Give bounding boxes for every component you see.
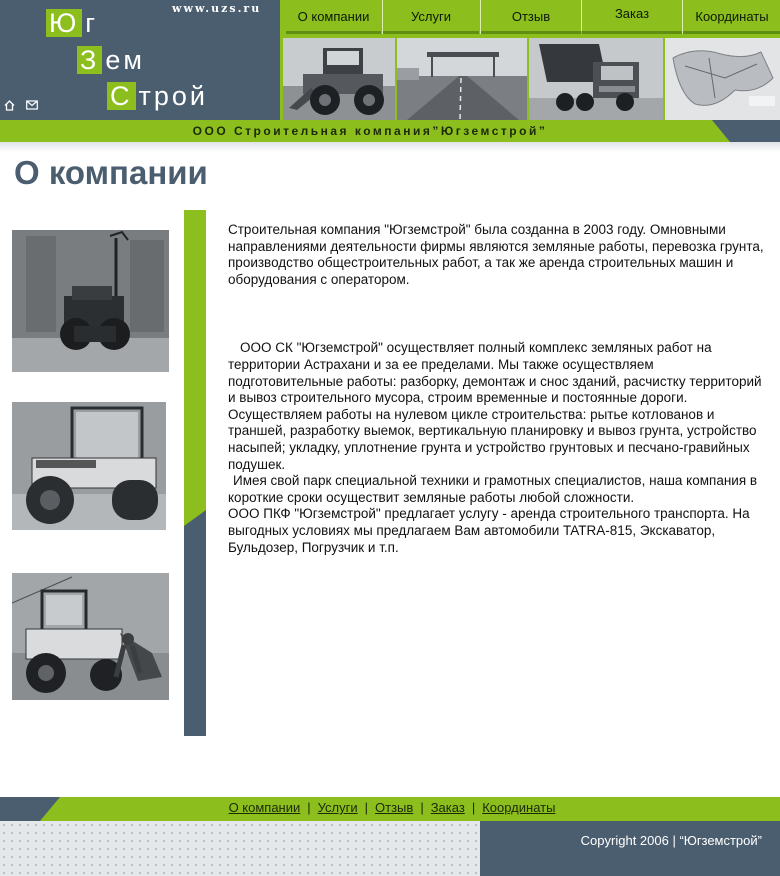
photo-loader bbox=[283, 38, 395, 120]
photo-highway bbox=[397, 38, 527, 120]
site-url: www.uzs.ru bbox=[172, 2, 262, 15]
mail-icon[interactable] bbox=[26, 100, 38, 112]
footer-nav bbox=[0, 797, 780, 821]
photo-backhoe-loader bbox=[12, 573, 169, 700]
nav-tab-underline bbox=[481, 31, 581, 34]
slogan-bar bbox=[0, 120, 780, 142]
logo-line-3[interactable] bbox=[107, 82, 208, 110]
nav-item-label: Заказ bbox=[614, 6, 650, 21]
photo-dump-truck bbox=[529, 38, 663, 120]
about-paragraph: Строительная компания "Югземстрой" была созданна в 2003 году. Омновными направлениями деятельности фирмы являются земляные работы, перевозка грунта, производство общестроительных работ, а так же аренда строительных машин и оборудования с оператором. bbox=[228, 222, 764, 287]
about-content bbox=[228, 222, 768, 556]
site-header bbox=[0, 0, 780, 142]
footer-dot-pattern bbox=[0, 821, 480, 876]
nav-item-label: Координаты bbox=[695, 9, 769, 24]
footer-base bbox=[0, 821, 780, 876]
footer-separator: | bbox=[364, 800, 369, 815]
nav-item-services[interactable] bbox=[382, 0, 479, 34]
logo-rest: г bbox=[85, 8, 99, 38]
nav-item-about[interactable] bbox=[286, 0, 381, 34]
footer-separator: | bbox=[307, 800, 311, 815]
logo-line-1[interactable] bbox=[46, 9, 98, 37]
home-icon[interactable] bbox=[4, 100, 16, 112]
footer-link-services[interactable]: Услуги bbox=[317, 800, 358, 815]
nav-tab-underline bbox=[582, 31, 682, 34]
logo-line-2[interactable] bbox=[77, 46, 145, 74]
nav-tab-underline bbox=[286, 31, 381, 34]
side-accent-green bbox=[184, 210, 206, 526]
footer-separator: | bbox=[420, 800, 424, 815]
footer-link-reviews[interactable]: Отзыв bbox=[375, 800, 414, 815]
about-paragraph: ООО ПКФ "Югземстрой" предлагает услугу - аренда строительного транспорта. На выгодных условиях мы предлагаем Вам автомобили TATRA-815, Экскаватор, Бульдозер, Погрузчик и т.п. bbox=[228, 506, 750, 555]
side-accent-bar bbox=[184, 210, 206, 736]
copyright-text: Copyright 2006 | “Югземстрой” bbox=[580, 833, 762, 848]
nav-item-reviews[interactable] bbox=[480, 0, 581, 34]
photo-map bbox=[665, 38, 780, 120]
logo-cap: С bbox=[107, 82, 136, 110]
about-paragraph: ООО СК "Югземстрой" осуществляет полный комплекс земляных работ на территории Астрахани и за ее пределами. Мы также осуществляем подготовительные работы: разборку, демонтаж и снос зданий, расчистку территорий и вывоз строительного мусора, строим временные и постоянные дороги. Осуществляем работы на нулевом цикле строительства: рытье котлованов и траншей, разработку выемок, вертикальную планировку и вывоз грунта, устройство насыпей; укладку, уплотнение грунта и устройство грунтовых и песчано-гравийных подушек. bbox=[228, 340, 762, 472]
about-paragraph: Имея свой парк специальной техники и грамотных специалистов, наша компания в короткие сроки осуществит земляные работы любой сложности. bbox=[228, 473, 758, 505]
photo-road-roller bbox=[12, 402, 166, 530]
main-nav bbox=[280, 0, 780, 36]
footer-link-contacts[interactable]: Координаты bbox=[482, 800, 556, 815]
footer-separator: | bbox=[471, 800, 476, 815]
nav-item-label: Отзыв bbox=[511, 9, 551, 24]
slogan-text: ООО Строительная компания”Югземстрой” bbox=[192, 124, 548, 138]
photo-road-roller-small bbox=[12, 230, 169, 372]
header-shadow bbox=[0, 142, 780, 152]
footer-link-about[interactable]: О компании bbox=[228, 800, 301, 815]
logo-block bbox=[0, 0, 280, 120]
nav-item-order[interactable] bbox=[581, 0, 682, 31]
nav-tab-underline bbox=[683, 31, 780, 34]
nav-item-label: Услуги bbox=[411, 9, 451, 24]
nav-item-contacts[interactable] bbox=[682, 0, 780, 34]
photo-strip bbox=[280, 36, 780, 120]
nav-tab-underline bbox=[383, 31, 479, 34]
footer-link-order[interactable]: Заказ bbox=[430, 800, 465, 815]
footer-links bbox=[0, 797, 780, 821]
page-title: О компании bbox=[14, 154, 208, 191]
logo-cap: Ю bbox=[46, 9, 82, 37]
logo-rest: трой bbox=[138, 81, 208, 111]
nav-item-label: О компании bbox=[297, 9, 370, 24]
logo-cap: З bbox=[77, 46, 102, 74]
footer-copyright-panel bbox=[480, 821, 780, 876]
logo-rest: ем bbox=[105, 45, 145, 75]
